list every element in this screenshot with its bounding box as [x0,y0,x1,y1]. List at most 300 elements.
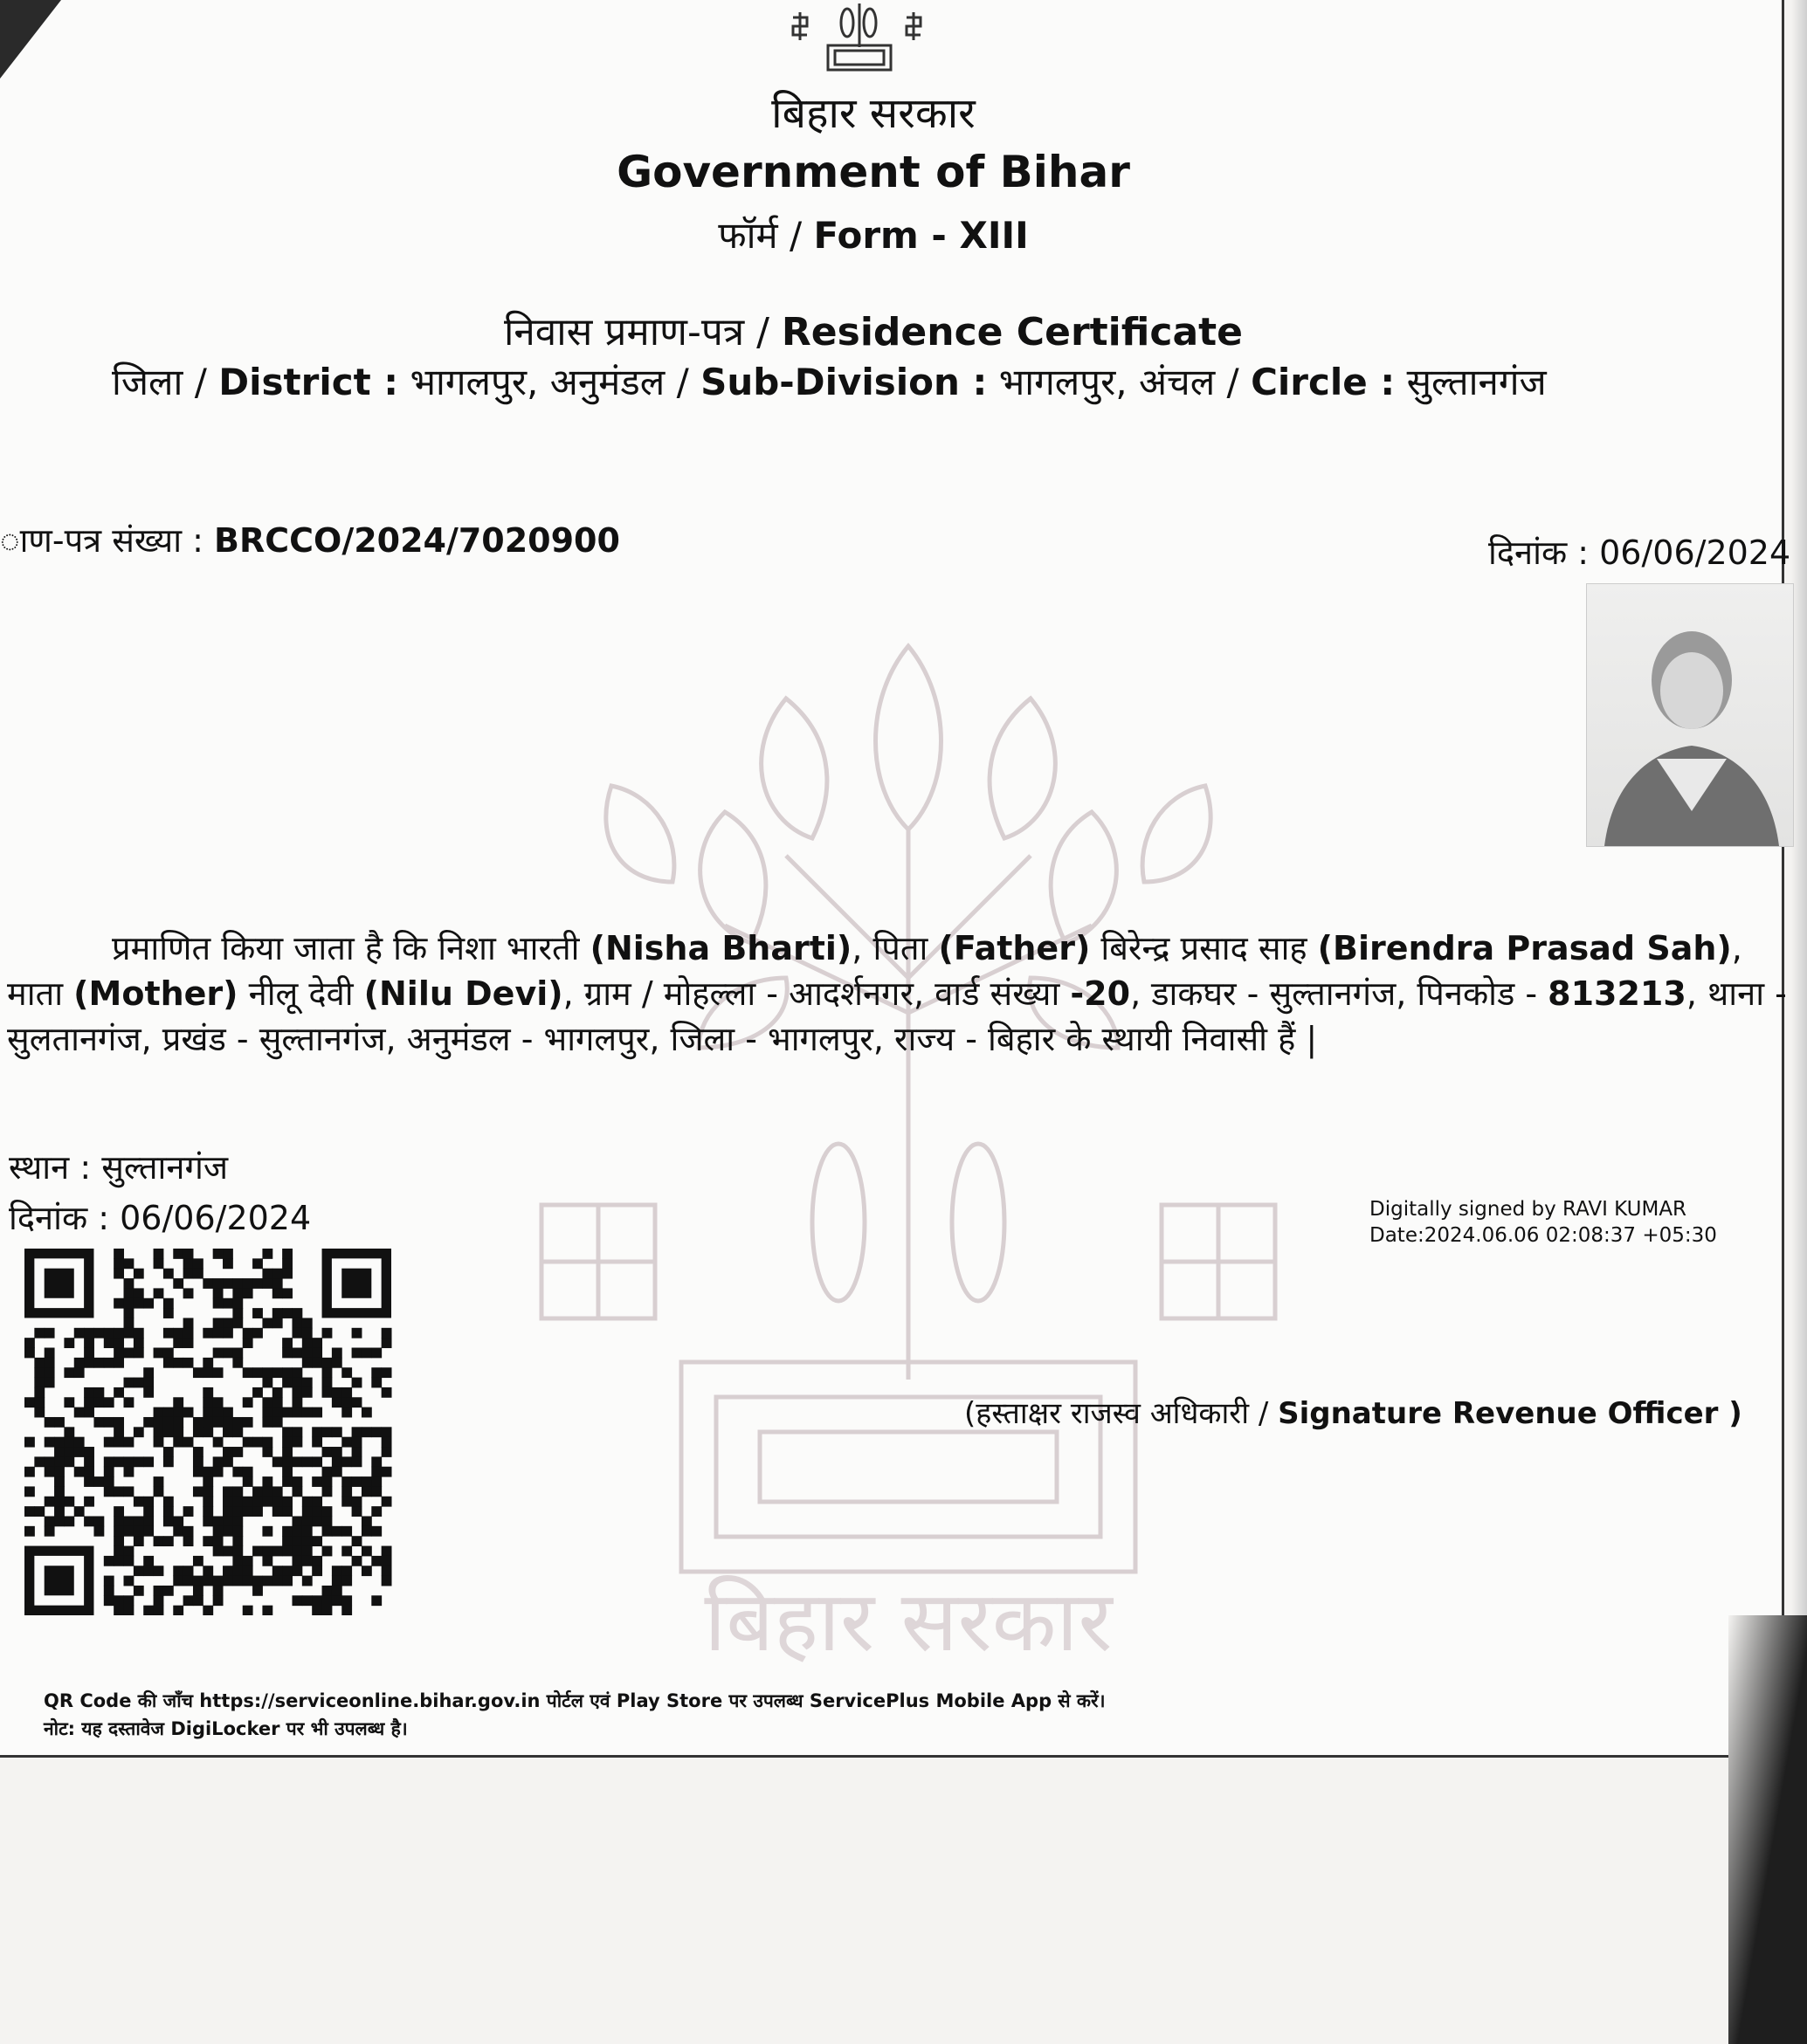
qr-module [183,1506,194,1517]
qr-finder-mark [45,1566,74,1595]
qr-module [134,1526,144,1537]
qr-module [312,1476,322,1487]
qr-module [84,1387,94,1398]
qr-module [74,1437,85,1448]
qr-module [341,1526,352,1537]
body-text: , थाना - सुलतानगंज, प्रखंड - सुल्तानगंज, अनुमंडल - भागलपुर, जिला - भागलपुर, राज्य - बिहार के स्थायी निवासी हैं | [7,974,1787,1058]
qr-module [262,1407,272,1418]
place-date [9,1194,311,1240]
qr-module [322,1595,333,1606]
qr-module [54,1417,65,1428]
qr-finder-mark [341,1269,371,1298]
qr-module [93,1516,104,1526]
qr-module [371,1348,382,1359]
qr-module [232,1298,243,1309]
qr-module [203,1427,213,1437]
qr-module [382,1467,392,1477]
qr-module [173,1606,183,1615]
qr-module [232,1447,243,1457]
qr-module [371,1427,382,1437]
qr-module [322,1486,333,1497]
qr-module [154,1249,164,1259]
qr-module [64,1447,74,1457]
district-value: भागलपुर, [410,361,539,403]
qr-module [322,1427,333,1437]
qr-module [134,1348,144,1359]
qr-module [332,1586,342,1596]
qr-module [124,1397,134,1407]
qr-module [64,1497,74,1507]
qr-module [193,1576,203,1586]
qr-module [232,1556,243,1566]
watermark-text: बिहार सरकार [704,1573,1113,1668]
qr-module [163,1447,174,1457]
qr-module [223,1506,233,1517]
qr-module [302,1456,313,1467]
qr-module [282,1456,293,1467]
qr-module [203,1566,213,1576]
qr-module [104,1456,114,1467]
qr-module [302,1348,313,1359]
qr-module [64,1367,74,1378]
qr-module [341,1546,352,1557]
qr-module [232,1467,243,1477]
qr-module [312,1348,322,1359]
qr-module [382,1328,392,1339]
qr-module [114,1258,124,1269]
qr-module [243,1338,253,1348]
qr-module [262,1447,272,1457]
qr-module [252,1486,263,1497]
qr-module [134,1427,144,1437]
qr-module [173,1278,183,1289]
qr-module [382,1338,392,1348]
qr-module [193,1427,203,1437]
qr-module [252,1497,263,1507]
qr-module [124,1556,134,1566]
qr-module [154,1348,164,1359]
gov-title-english: Government of Bihar [617,147,1130,197]
qr-module [84,1338,94,1348]
qr-module [114,1526,124,1537]
qr-module [54,1437,65,1448]
qr-module [45,1516,55,1526]
qr-module [332,1467,342,1477]
qr-module [213,1576,224,1586]
qr-module [282,1447,293,1457]
qr-module [143,1298,154,1309]
circle-value: सुल्तानगंज [1406,361,1547,403]
background-shadow [1728,1615,1807,2044]
qr-module [134,1298,144,1309]
form-label-hindi: फॉर्म [718,214,778,257]
qr-module [292,1516,302,1526]
qr-module [341,1397,352,1407]
qr-module [74,1328,85,1339]
qr-module [124,1595,134,1606]
father-label: (Father) [938,929,1091,967]
qr-module [352,1397,362,1407]
qr-module [54,1486,65,1497]
qr-module [34,1397,45,1407]
qr-module [104,1338,114,1348]
qr-module [302,1546,313,1557]
qr-module [252,1308,263,1318]
qr-module [124,1516,134,1526]
qr-module [341,1595,352,1606]
qr-module [173,1407,183,1418]
qr-module [45,1467,55,1477]
qr-module [124,1278,134,1289]
qr-module [143,1456,154,1467]
qr-module [243,1288,253,1298]
qr-module [104,1556,114,1566]
qr-module [93,1476,104,1487]
location-line: जिला / District : भागलपुर, अनुमंडल / Sub-Division : भागलपुर, अंचल / Circle : सुल्तानगंज [112,361,1547,403]
qr-module [232,1506,243,1517]
qr-module [193,1586,203,1596]
qr-module [223,1566,233,1576]
qr-module [223,1249,233,1259]
subdivision-label-hindi: अनुमंडल [549,361,666,403]
qr-module [232,1318,243,1328]
qr-module [322,1328,333,1339]
qr-module [292,1536,302,1546]
qr-module [232,1566,243,1576]
qr-module [292,1328,302,1339]
qr-module [272,1288,283,1298]
qr-module [143,1387,154,1398]
qr-module [183,1437,194,1448]
qr-module [154,1606,164,1615]
qr-module [223,1258,233,1269]
qr-module [223,1456,233,1467]
qr-module [183,1258,194,1269]
qr-module [243,1278,253,1289]
qr-module [193,1467,203,1477]
qr-module [84,1476,94,1487]
qr-module [163,1506,174,1517]
qr-module [143,1516,154,1526]
qr-module [262,1367,272,1378]
qr-module [64,1437,74,1448]
qr-module [272,1576,283,1586]
qr-module [382,1546,392,1557]
qr-module [282,1546,293,1557]
qr-module [262,1249,272,1259]
qr-module [34,1407,45,1418]
qr-module [124,1576,134,1586]
qr-module [114,1595,124,1606]
qr-module [332,1576,342,1586]
qr-module [382,1576,392,1586]
qr-module [262,1486,272,1497]
qr-module [163,1308,174,1318]
qr-module [183,1288,194,1298]
qr-module [34,1378,45,1388]
qr-module [183,1358,194,1368]
qr-module [371,1467,382,1477]
qr-module [173,1427,183,1437]
issue-date [1488,529,1790,575]
qr-module [114,1249,124,1259]
qr-module [223,1417,233,1428]
qr-module [382,1556,392,1566]
qr-module [45,1497,55,1507]
qr-module [232,1427,243,1437]
qr-module [24,1397,35,1407]
qr-module [45,1367,55,1378]
qr-module [232,1288,243,1298]
qr-module [302,1387,313,1398]
qr-module [302,1576,313,1586]
qr-module [232,1526,243,1537]
qr-module [322,1367,333,1378]
issue-date-label: दिनांक : [1488,533,1590,572]
qr-module [203,1328,213,1339]
qr-module [332,1427,342,1437]
qr-module [322,1526,333,1537]
qr-module [124,1298,134,1309]
qr-module [341,1437,352,1448]
qr-module [114,1437,124,1448]
form-number: फॉर्म / Form - XIII [718,214,1029,257]
qr-module [104,1358,114,1368]
qr-module [104,1586,114,1596]
digital-signature-date: Date:2024.06.06 02:08:37 +05:30 [1369,1224,1717,1247]
qr-module [203,1497,213,1507]
qr-module [332,1447,342,1457]
qr-module [173,1516,183,1526]
qr-module [213,1278,224,1289]
qr-module [302,1506,313,1517]
circle-label-hindi: अंचल [1138,361,1216,403]
qr-module [154,1417,164,1428]
qr-module [193,1556,203,1566]
qr-module [24,1526,35,1537]
qr-module [243,1397,253,1407]
qr-module [163,1536,174,1546]
qr-module [352,1497,362,1507]
qr-module [213,1595,224,1606]
qr-module [203,1397,213,1407]
qr-module [134,1536,144,1546]
qr-module [292,1397,302,1407]
qr-module [114,1269,124,1279]
qr-module [173,1249,183,1259]
qr-module [232,1546,243,1557]
qr-module [312,1427,322,1437]
qr-module [362,1427,372,1437]
qr-module [213,1348,224,1359]
qr-module [84,1407,94,1418]
qr-module [322,1546,333,1557]
qr-module [332,1397,342,1407]
qr-module [341,1407,352,1418]
qr-code [24,1249,409,1615]
qr-module [322,1606,333,1615]
certificate-title: निवास प्रमाण-पत्र / Residence Certificate [503,310,1244,354]
qr-module [124,1437,134,1448]
qr-module [252,1387,263,1398]
qr-module [93,1328,104,1339]
qr-module [292,1318,302,1328]
qr-module [262,1576,272,1586]
qr-module [54,1497,65,1507]
qr-module [173,1417,183,1428]
qr-module [193,1456,203,1467]
qr-module [232,1358,243,1368]
qr-module [74,1447,85,1457]
qr-module [163,1427,174,1437]
qr-module [352,1506,362,1517]
qr-module [262,1526,272,1537]
qr-module [322,1378,333,1388]
qr-module [272,1417,283,1428]
qr-module [114,1606,124,1615]
qr-module [282,1249,293,1259]
qr-module [371,1526,382,1537]
qr-module [134,1586,144,1596]
qr-module [124,1378,134,1388]
ward-number: -20 [1070,974,1131,1013]
qr-module [272,1367,283,1378]
qr-module [341,1387,352,1398]
qr-module [332,1566,342,1576]
qr-module [64,1456,74,1467]
qr-module [382,1437,392,1448]
qr-module [143,1497,154,1507]
qr-module [45,1358,55,1368]
cert-number-value: BRCCO/2024/7020900 [214,521,620,560]
qr-module [362,1546,372,1557]
qr-module [34,1387,45,1398]
qr-module [104,1476,114,1487]
qr-module [371,1367,382,1378]
qr-module [272,1486,283,1497]
qr-module [193,1417,203,1428]
qr-module [154,1586,164,1596]
qr-module [54,1456,65,1467]
qr-module [34,1358,45,1368]
qr-module [163,1497,174,1507]
qr-module [203,1516,213,1526]
qr-module [54,1476,65,1487]
qr-module [154,1427,164,1437]
qr-module [272,1397,283,1407]
qr-module [173,1526,183,1537]
qr-module [282,1506,293,1517]
signature-caption-english: Signature Revenue Officer ) [1278,1396,1742,1431]
qr-module [213,1249,224,1259]
qr-module [74,1506,85,1517]
qr-module [232,1308,243,1318]
qr-module [45,1348,55,1359]
qr-module [213,1397,224,1407]
qr-module [183,1328,194,1339]
qr-module [84,1348,94,1359]
qr-module [183,1249,194,1259]
qr-module [371,1506,382,1517]
qr-module [292,1387,302,1398]
qr-module [262,1476,272,1487]
qr-module [154,1566,164,1576]
qr-module [262,1606,272,1615]
place-value: सुल्तानगंज [101,1148,229,1187]
qr-module [213,1417,224,1428]
qr-module [213,1437,224,1448]
qr-module [84,1328,94,1339]
qr-module [262,1546,272,1557]
qr-module [322,1586,333,1596]
qr-module [243,1606,253,1615]
place [9,1144,228,1189]
qr-module [223,1576,233,1586]
qr-module [302,1516,313,1526]
qr-module [223,1447,233,1457]
body-text: , माता [7,929,1742,1013]
qr-module [193,1595,203,1606]
qr-module [134,1497,144,1507]
qr-module [203,1576,213,1586]
body-text: , पिता [852,929,939,967]
qr-module [292,1566,302,1576]
mother-label: (Mother) [73,974,238,1013]
qr-module [134,1566,144,1576]
qr-module [352,1427,362,1437]
qr-module [183,1576,194,1586]
qr-module [203,1358,213,1368]
qr-module [124,1318,134,1328]
watermark-emblem [524,594,1293,1668]
person-photo-icon [1587,584,1793,846]
qr-module [312,1595,322,1606]
qr-module [104,1437,114,1448]
qr-module [173,1566,183,1576]
qr-module [352,1328,362,1339]
body-text: , डाकघर - सुल्तानगंज, पिनकोड - [1130,974,1548,1013]
qr-module [382,1447,392,1457]
qr-module [292,1476,302,1487]
qr-module [282,1348,293,1359]
qr-module [143,1378,154,1388]
qr-module [243,1476,253,1487]
qr-module [352,1437,362,1448]
qr-module [203,1467,213,1477]
qr-module [45,1417,55,1428]
qr-module [382,1367,392,1378]
qr-module [104,1595,114,1606]
qr-module [93,1397,104,1407]
qr-module [64,1397,74,1407]
qr-module [282,1437,293,1448]
qr-module [292,1407,302,1418]
qr-module [124,1258,134,1269]
qr-module [252,1328,263,1339]
qr-module [312,1556,322,1566]
qr-module [252,1367,263,1378]
qr-module [302,1556,313,1566]
qr-module [134,1269,144,1279]
qr-module [341,1576,352,1586]
qr-module [352,1447,362,1457]
qr-module [302,1536,313,1546]
qr-module [134,1378,144,1388]
place-label: स्थान : [9,1148,92,1187]
qr-module [114,1348,124,1359]
qr-module [282,1526,293,1537]
circle-label: Circle : [1251,361,1396,403]
